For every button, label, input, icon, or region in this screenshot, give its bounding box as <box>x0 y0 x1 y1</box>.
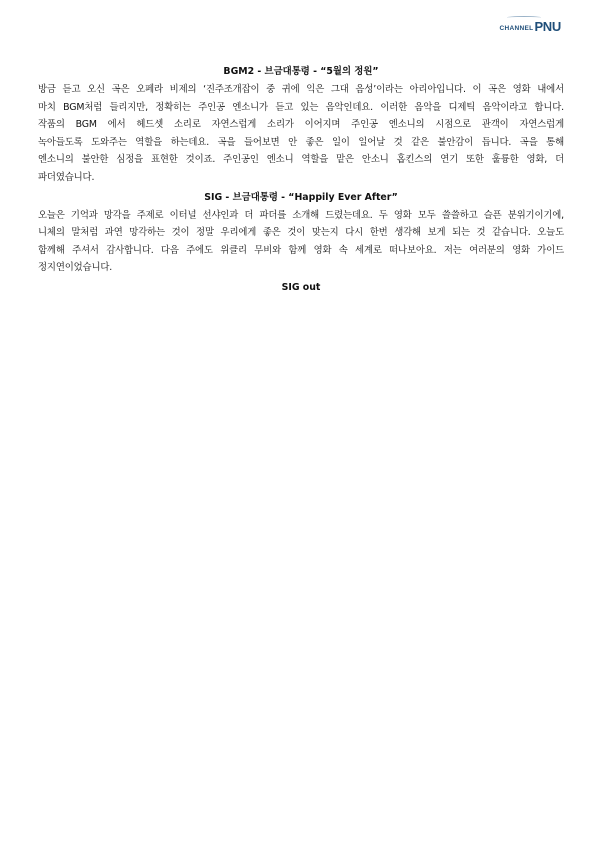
paragraph-line: 니체의 말처럼 과연 망각하는 것이 정말 우리에게 좋은 것이 맞는지 다시 한번 생각해 보게 되는 것 같습니다. 오늘도 <box>38 227 564 239</box>
section-bgm2 <box>38 64 564 187</box>
section-paragraph <box>38 81 564 187</box>
paragraph-line: 파더였습니다. <box>38 171 95 183</box>
sig-out-heading: SIG out <box>281 281 321 293</box>
paragraph-line: 엔소니의 불안한 심정을 표현한 것이죠. 주인공인 엔소니 역할을 맡은 안소니 홉킨스의 연기 또한 훌륭한 영화, 더 <box>38 154 564 166</box>
paragraph-line: 정지연이었습니다. <box>38 262 113 274</box>
logo-pnu-text: PNU <box>534 19 561 34</box>
section-paragraph <box>38 207 564 277</box>
paragraph-line: 녹아들도록 도와주는 역할을 하는데요. 곡을 들어보면 안 좋은 일이 일어날 것 같은 불안감이 듭니다. 곡을 통해 <box>38 136 564 148</box>
section-heading: BGM2 - 브금대통령 - “5월의 정원” <box>223 66 379 77</box>
paragraph-line: 방금 듣고 오신 곡은 오페라 비제의 ‘진주조개잡이 중 귀에 익은 그대 음성’이라는 아리아입니다. 이 곡은 영화 내에서 <box>38 84 564 95</box>
paragraph-line: 작품의 BGM 에서 헤드셋 소리로 자연스럽게 소리가 이어지며 주인공 엔소니의 시점으로 관객이 자연스럽게 <box>38 119 564 131</box>
section-sig <box>38 190 564 277</box>
section-heading: SIG - 브금대통령 - “Happily Ever After” <box>204 191 398 203</box>
document-body <box>38 64 564 295</box>
paragraph-line: 마치 BGM처럼 들리지만, 정확히는 주인공 엔소니가 듣고 있는 음악인데요. 이러한 음악을 디제틱 음악이라고 합니다. <box>38 101 564 113</box>
logo-arc-icon <box>507 16 541 19</box>
logo-channel-text: CHANNEL <box>499 24 534 32</box>
channel-pnu-logo <box>500 20 561 33</box>
paragraph-line: 함께해 주셔서 감사합니다. 다음 주에도 위클리 무비와 함께 영화 속 세계로 떠나보아요. 저는 여러분의 영화 가이드 <box>38 244 564 256</box>
paragraph-line: 오늘은 기억과 망각을 주제로 이터널 선샤인과 더 파더를 소개해 드렸는데요. 두 영화 모두 쓸쓸하고 슬픈 분위기이기에, <box>38 209 564 221</box>
